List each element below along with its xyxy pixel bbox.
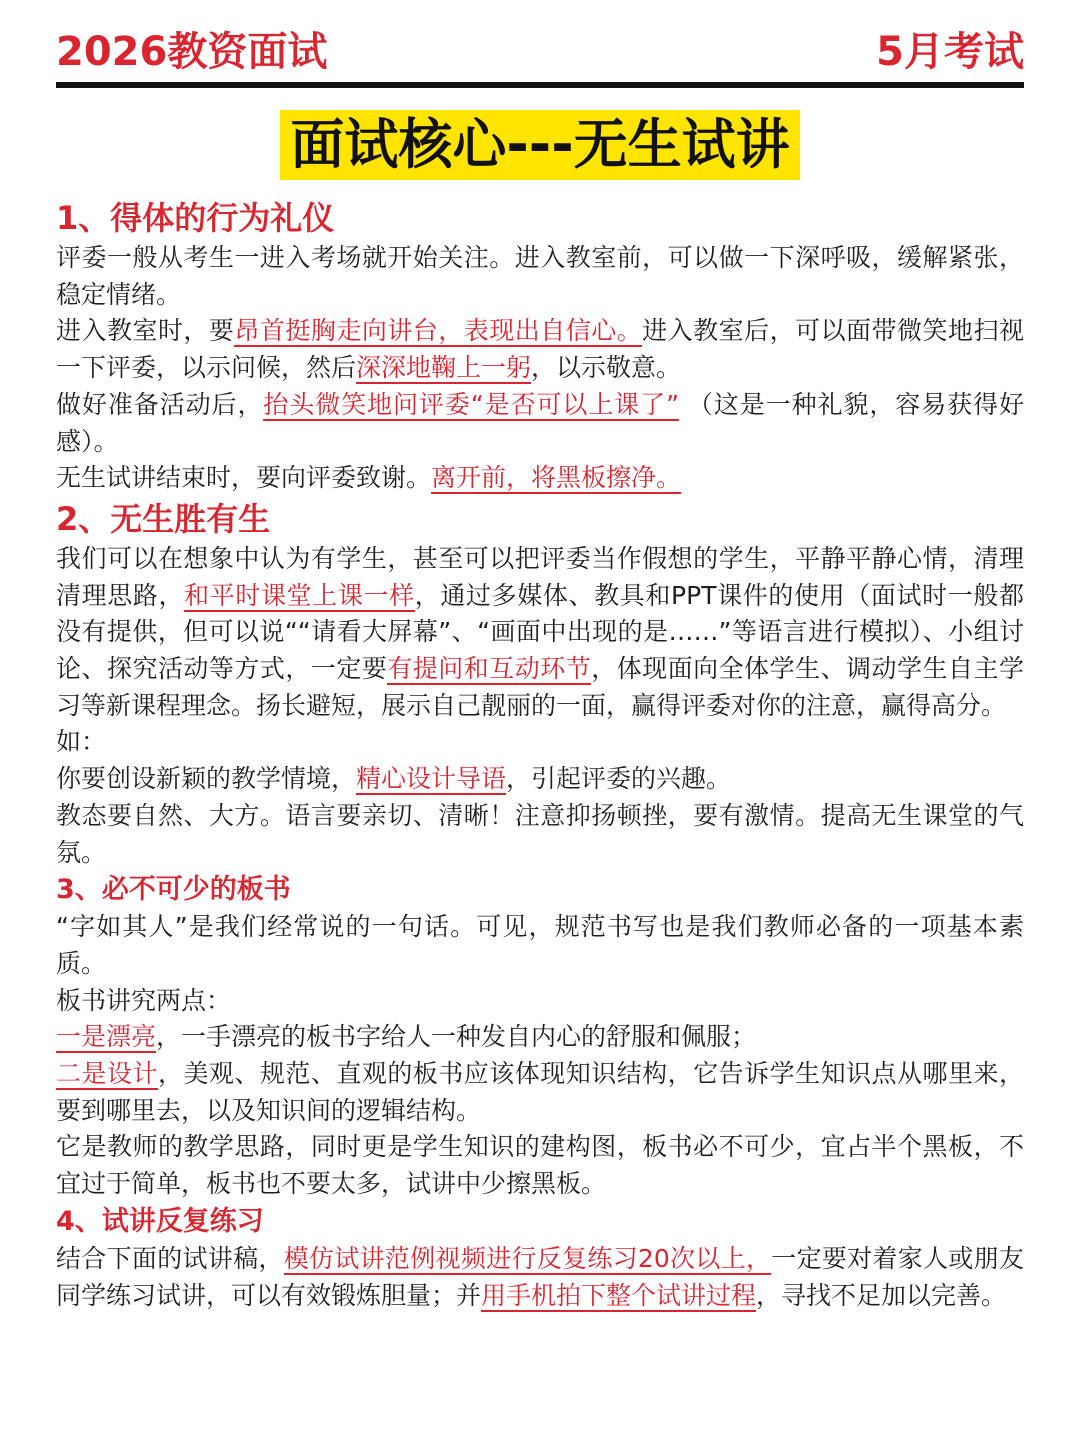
paragraph <box>56 761 1024 798</box>
highlighted-text: 精心设计导语 <box>356 764 507 794</box>
body-text: 一定要对着家人或朋友同学练习试讲，可以有效锻炼胆量；并 <box>56 1243 1024 1310</box>
paragraph <box>56 1241 1024 1314</box>
body-text: ，以示敬意。 <box>531 353 682 383</box>
body-text: 如： <box>56 727 107 757</box>
highlighted-text: 深深地鞠上一躬 <box>356 353 532 383</box>
highlighted-text: 模仿试讲范例视频进行反复练习20次以上， <box>283 1243 772 1273</box>
body-text: 它是教师的教学思路，同时更是学生知识的建构图，板书必不可少，宜占半个黑板，不宜过于简单，板书也不要太多，试讲中少擦黑板。 <box>56 1132 1024 1199</box>
paragraph <box>56 983 1024 1020</box>
page-header <box>56 22 1024 82</box>
highlighted-text: 昂首挺胸走向讲台，表现出自信心。 <box>234 316 643 346</box>
section-3 <box>56 871 1024 1203</box>
body-text: 进入教室后，可以面带微笑地扫视一下评委，以示问候，然后 <box>56 316 1024 383</box>
paragraph <box>56 460 1024 497</box>
body-text: ，引起评委的兴趣。 <box>506 764 732 794</box>
body-text: ，美观、规范、直观的板书应该体现知识结构，它告诉学生知识点从哪里来，要到哪里去，以及知识间的逻辑结构。 <box>56 1059 1024 1125</box>
body-text: （这是一种礼貌，容易获得好感）。 <box>56 389 1025 456</box>
title-banner <box>0 110 1080 180</box>
body-text: 板书讲究两点： <box>56 985 232 1015</box>
body-text: 教态要自然、大方。语言要亲切、清晰！注意抑扬顿挫，要有激情。提高无生课堂的气氛。 <box>56 800 1024 867</box>
paragraph <box>56 1056 1024 1129</box>
body-text: 我们可以在想象中认为有学生，甚至可以把评委当作假想的学生，平静平静心情，清理清理思路， <box>56 543 1024 610</box>
body-text: ，一手漂亮的板书字给人一种发自内心的舒服和佩服； <box>156 1022 757 1052</box>
highlighted-text: 和平时课堂上课一样 <box>184 580 415 610</box>
body-text: 进入教室时，要 <box>56 316 235 346</box>
paragraph <box>56 1129 1024 1202</box>
paragraph <box>56 909 1024 982</box>
highlighted-text: 离开前，将黑板擦净。 <box>431 463 682 493</box>
paragraph <box>56 798 1024 871</box>
article-body <box>56 196 1024 1314</box>
header-exam-month: 5月考试 <box>876 29 1024 75</box>
body-text: 无生试讲结束时，要向评委致谢。 <box>56 463 432 493</box>
body-text: ，寻找不足加以完善。 <box>756 1280 1007 1310</box>
header-divider <box>56 82 1024 88</box>
paragraph <box>56 240 1024 313</box>
highlighted-text: 用手机拍下整个试讲过程 <box>481 1280 757 1310</box>
body-text: “字如其人”是我们经常说的一句话。可见，规范书写也是我们教师必备的一项基本素质。 <box>56 912 1024 978</box>
highlighted-text: 有提问和互动环节 <box>387 654 592 684</box>
section-heading: 1、得体的行为礼仪 <box>56 199 335 237</box>
body-text: ，通过多媒体、教具和PPT课件的使用（面试时一般都没有提供，但可以说““请看大屏幕”、“画面中出现的是……”等语言进行模拟）、小组讨论、探究活动等方式，一定要 <box>56 580 1024 684</box>
section-4 <box>56 1203 1024 1314</box>
body-text: 评委一般从考生一进入考场就开始关注。进入教室前，可以做一下深呼吸，缓解紧张，稳定情绪。 <box>56 243 1024 309</box>
paragraph <box>56 387 1024 460</box>
highlighted-text: 二是设计 <box>56 1059 158 1089</box>
body-text: ，体现面向全体学生、调动学生自主学习等新课程理念。扬长避短，展示自己靓丽的一面，赢得评委对你的注意，赢得高分。 <box>56 654 1024 720</box>
section-2 <box>56 497 1024 871</box>
paragraph <box>56 541 1024 725</box>
body-text: 结合下面的试讲稿， <box>56 1243 284 1273</box>
highlighted-text: 一是漂亮 <box>56 1022 157 1052</box>
section-heading: 4、试讲反复练习 <box>56 1205 264 1237</box>
paragraph <box>56 724 1024 761</box>
section-1 <box>56 196 1024 497</box>
header-exam-title: 2026教资面试 <box>56 29 328 75</box>
body-text: 做好准备活动后， <box>56 389 264 419</box>
section-heading: 2、无生胜有生 <box>56 499 271 538</box>
page-title: 面试核心---无生试讲 <box>280 110 799 180</box>
body-text: 你要创设新颖的教学情境， <box>56 764 357 794</box>
highlighted-text: 抬头微笑地问评委“是否可以上课了” <box>263 389 680 419</box>
paragraph <box>56 1019 1024 1056</box>
section-heading: 3、必不可少的板书 <box>56 874 291 906</box>
paragraph <box>56 313 1024 386</box>
